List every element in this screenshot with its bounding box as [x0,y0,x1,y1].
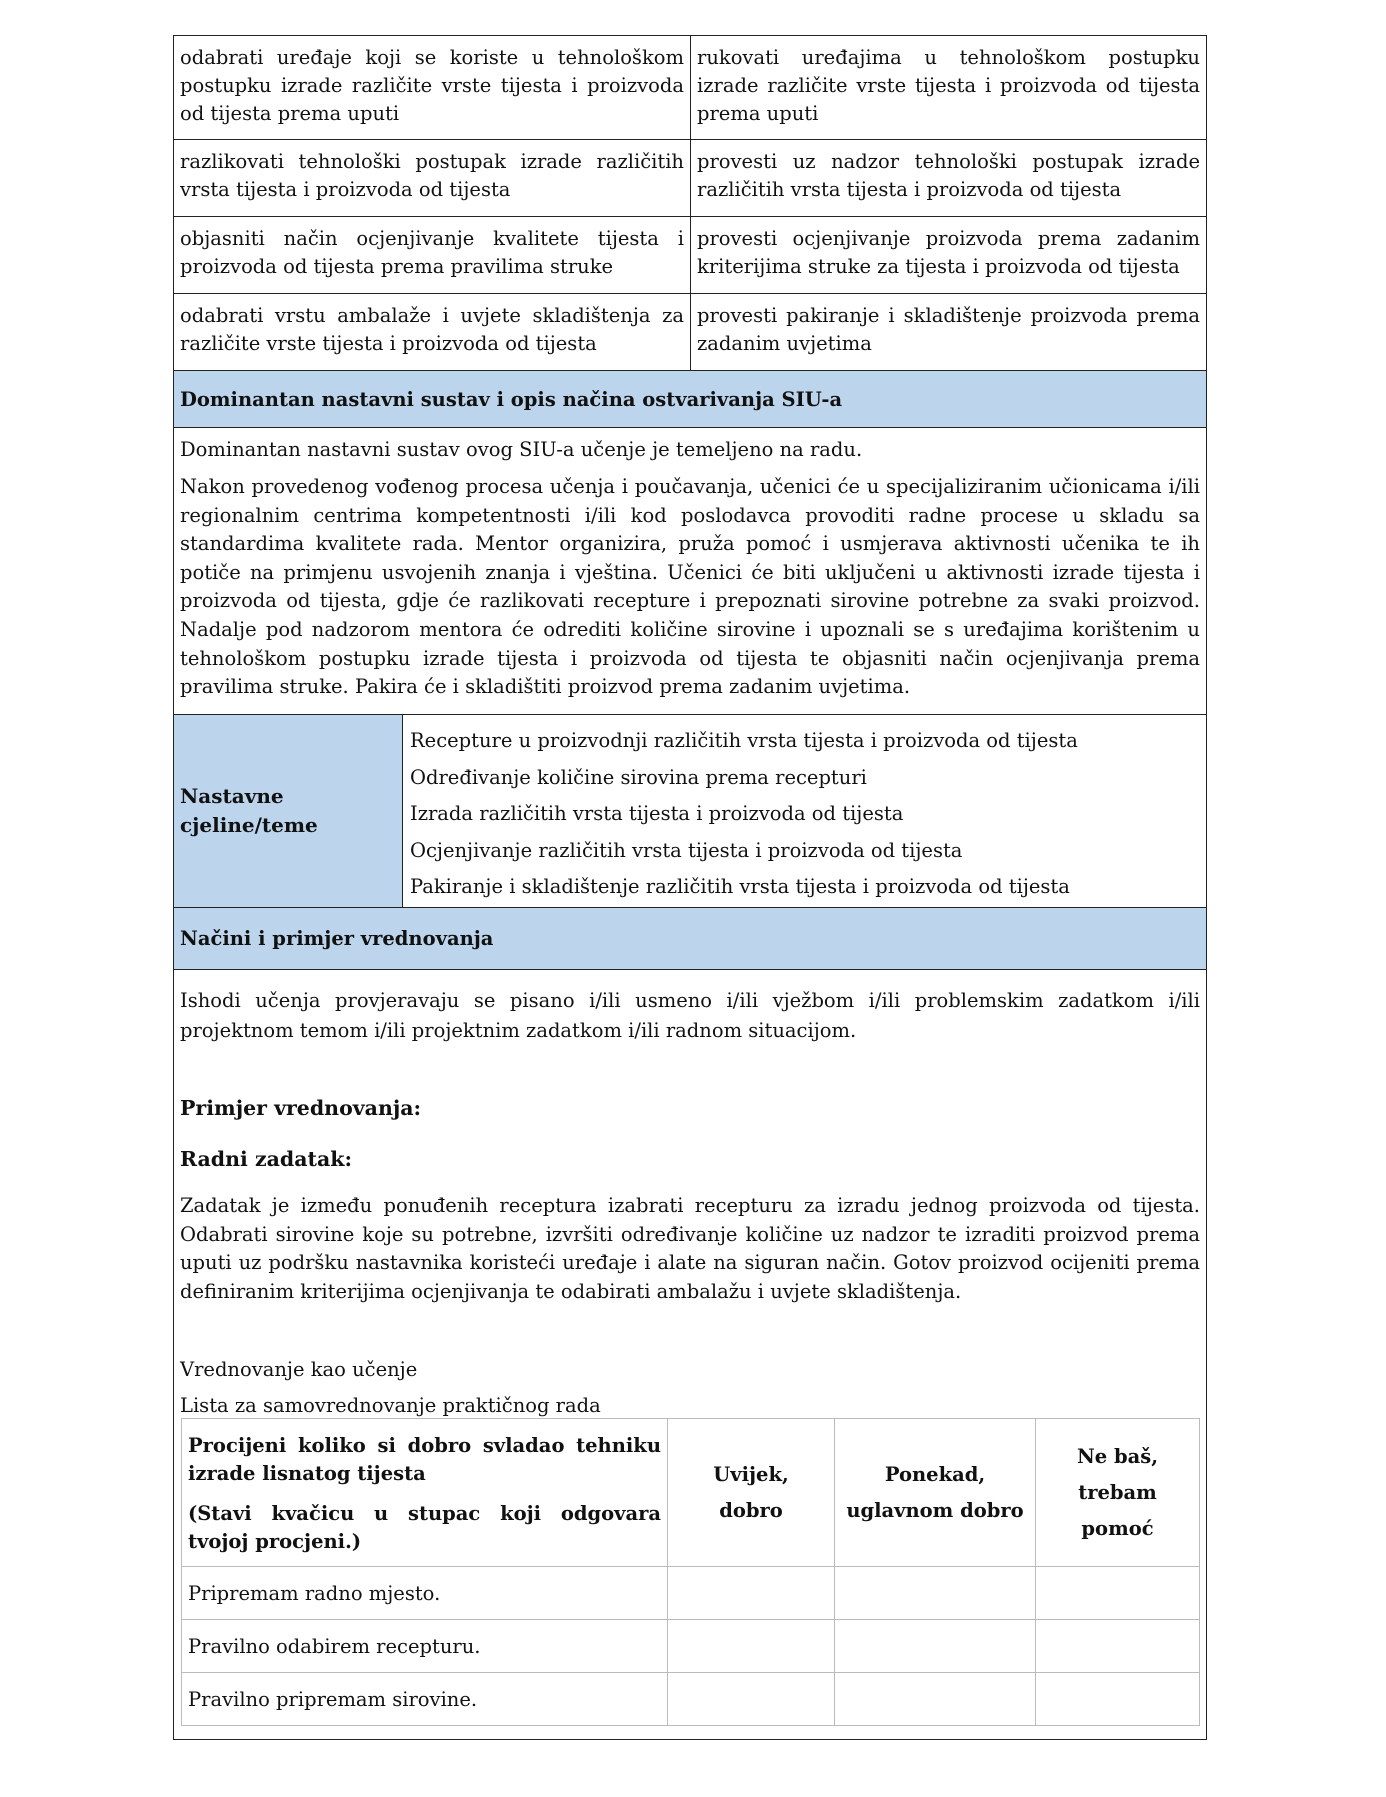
topics-list [410,723,1078,906]
table-row [182,1620,1200,1673]
example-heading: Primjer vrednovanja: [180,1096,422,1120]
checkbox-cell-need-help[interactable] [1036,1620,1200,1673]
table-row [182,1673,1200,1726]
outcome-left-cell: objasniti način ocjenjivanje kvalitete tijesta i proizvoda od tijesta prema pravilima struke [174,217,691,293]
evaluation-intro: Ishodi učenja provjeravaju se pisano i/ili usmeno i/ili vježbom i/ili problemskim zadatkom i/ili projektnom temom i/ili projektnim zadatkom i/ili radnom situacijom. [180,989,1200,1042]
outcome-row [174,36,1206,140]
task-body: Zadatak je između ponuđenih receptura izabrati recepturu za izradu jednog proizvoda od tijesta. Odabrati sirovine koje su potrebne, izvršiti određivanje količine uz nadzor te izraditi proizvod prema uputi uz podršku nastavnika koristeći uređaje i alate na siguran način. Gotov proizvod ocijeniti prema definiranim kriterijima ocjenjivanja te odabirati ambalažu i uvjete skladištenja. [180,1194,1200,1303]
column-header-line: trebam pomoć [1078,1480,1157,1540]
table-question: Procijeni koliko si dobro svladao tehniku izrade lisnatog tijesta [188,1433,661,1485]
criterion-cell: Pripremam radno mjesto. [182,1567,668,1620]
table-row [182,1567,1200,1620]
topic-item: Izrada različitih vrsta tijesta i proizvoda od tijesta [410,802,904,825]
topic-item: Recepture u proizvodnji različitih vrsta tijesta i proizvoda od tijesta [410,729,1078,752]
criterion-cell: Pravilno pripremam sirovine. [182,1673,668,1726]
checkbox-cell-always[interactable] [668,1620,835,1673]
topics-section [174,715,1206,908]
column-header-line: uglavnom dobro [846,1498,1024,1522]
outcome-left-cell: odabrati uređaje koji se koriste u tehnološkom postupku izrade različite vrste tijesta i proizvoda od tijesta prema uputi [174,36,691,139]
topic-item: Ocjenjivanje različitih vrsta tijesta i proizvoda od tijesta [410,838,963,862]
outcome-row [174,217,1206,294]
checkbox-cell-always[interactable] [668,1673,835,1726]
outcome-left-cell: odabrati vrstu ambalaže i uvjete skladištenja za različite vrste tijesta i proizvoda od tijesta [174,294,691,370]
topics-label: Nastavne cjeline/teme [174,715,403,907]
column-header-sometimes [835,1419,1036,1567]
table-question-cell [182,1419,668,1567]
checkbox-cell-sometimes[interactable] [835,1673,1036,1726]
checkbox-cell-need-help[interactable] [1036,1567,1200,1620]
checklist-title: Lista za samovrednovanje praktičnog rada [180,1394,601,1417]
column-header-line: dobro [719,1498,783,1522]
column-header-always [668,1419,835,1567]
outcome-row [174,140,1206,217]
topic-item: Pakiranje i skladištenje različitih vrsta tijesta i proizvoda od tijesta [410,875,1070,898]
outcome-row [174,294,1206,371]
outcome-right-cell: rukovati uređajima u tehnološkom postupku izrade različite vrste tijesta i proizvoda od tijesta prema uputi [697,46,1200,125]
task-heading: Radni zadatak: [180,1147,353,1171]
criterion-cell: Pravilno odabirem recepturu. [182,1620,668,1673]
table-header-row [182,1419,1200,1567]
checkbox-cell-always[interactable] [668,1567,835,1620]
topic-item: Određivanje količine sirovina prema recepturi [410,765,867,789]
table-instruction: (Stavi kvačicu u stupac koji odgovara tvojoj procjeni.) [188,1501,661,1553]
checkbox-cell-need-help[interactable] [1036,1673,1200,1726]
column-header-line: Ponekad, [884,1462,986,1486]
self-assessment-table [181,1418,1200,1726]
outcome-right-cell: provesti pakiranje i skladištenje proizvoda prema zadanim uvjetima [697,304,1200,355]
dominant-system-body: Nakon provedenog vođenog procesa učenja i poučavanja, učenici će u specijaliziranim učionicama i/ili regionalnim centrima kompetentnosti i/ili kod poslodavca provoditi radne procese u skladu sa standardima kvalitete rada. Mentor organizira, pruža pomoć i usmjerava aktivnosti učenika te ih potiče na primjenu usvojenih znanja i vještina. Učenici će biti uključeni u aktivnosti izrade tijesta i proizvoda od tijesta, gdje će razlikovati recepture i prepoznati sirovine potrebne za svaki proizvod. Nadalje pod nadzorom mentora će odrediti količine sirovine i upoznali se s uređajima korištenim u tehnološkom postupku izrade tijesta i proizvoda od tijesta te objasniti način ocjenjivanja prema pravilima struke. Pakira će i skladištiti proizvod prema zadanim uvjetima. [180,475,1200,699]
dominant-system-section [174,428,1206,715]
dominant-system-intro: Dominantan nastavni sustav ovog SIU-a učenje je temeljeno na radu. [180,438,863,461]
outcome-right-cell: provesti ocjenjivanje proizvoda prema zadanim kriterijima struke za tijesta i proizvoda od tijesta [697,227,1200,278]
column-header-line: Uvijek, [713,1462,789,1486]
document-frame [173,35,1207,1740]
checkbox-cell-sometimes[interactable] [835,1567,1036,1620]
outcome-right-cell: provesti uz nadzor tehnološki postupak izrade različitih vrsta tijesta i proizvoda od tijesta [697,150,1200,201]
outcome-left-cell: razlikovati tehnološki postupak izrade različitih vrsta tijesta i proizvoda od tijesta [174,140,691,216]
column-header-line: Ne baš, [1076,1444,1159,1468]
evaluation-heading: Načini i primjer vrednovanja [174,908,1206,970]
dominant-system-heading: Dominantan nastavni sustav i opis načina ostvarivanja SIU-a [174,371,1206,428]
checkbox-cell-sometimes[interactable] [835,1620,1036,1673]
assessment-type: Vrednovanje kao učenje [180,1358,418,1381]
column-header-need-help [1036,1419,1200,1567]
